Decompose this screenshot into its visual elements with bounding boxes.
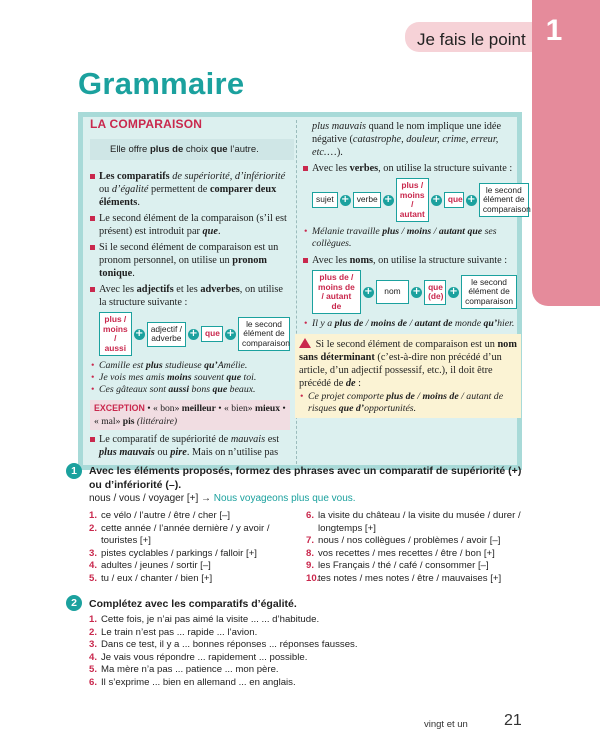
structure-cell: le second élément de comparaison (461, 275, 517, 310)
structure-cell: sujet (312, 192, 338, 208)
structure-adjectifs (99, 312, 290, 356)
item-number: 3. (89, 547, 98, 559)
example-sentence: • Mélanie travaille plus / moins / autant que ses collègues. (303, 226, 517, 250)
exercise-items-left (89, 510, 304, 586)
exercise-item (89, 510, 304, 523)
item-number: 10. (306, 572, 320, 584)
item-number: 6. (89, 676, 98, 688)
item-number: 4. (89, 651, 98, 663)
exercise-number-badge: 1 (66, 463, 82, 479)
structure-cell: plus de / moins de / autant de (312, 270, 361, 314)
plus-icon: + (432, 194, 441, 205)
structure-cell: adjectif / adverbe (147, 322, 186, 347)
item-number: 1. (89, 510, 98, 521)
rule-mauvais-continued: plus mauvais quand le nom implique une idée négative (catastrophe, douleur, crime, erreur, etc.…). (312, 121, 502, 158)
rule-verbes: Avec les verbes, on utilise la structure suivante : (303, 162, 517, 175)
exercise-item (306, 560, 531, 573)
example-sentence: • Ce projet comporte plus de / moins de / autant de risques que d’opportunités. (299, 391, 517, 415)
exercise-item (89, 627, 529, 640)
warning-note: Si le second élément de comparaison est un nom sans déterminant (c’est-à-dire non précédé d’un article, d’un adjectif possessif, etc.), il doit être précédé de de : • Ce projet comporte plus de / moins de / autant de risques que d’opportunités. (295, 334, 521, 418)
item-text: Il s’exprime ... bien en allemand ... en anglais. (101, 676, 296, 688)
example-banner: Elle offre plus de choix que l’autre. (90, 139, 294, 160)
item-text: nous / nos collègues / problèmes / avoir [–] (318, 535, 501, 547)
exercise-item (89, 677, 529, 690)
item-text: Le train n’est pas ... rapide ... l’avion. (101, 626, 258, 638)
item-text: Ma mère n’a pas ... patience ... mon père. (101, 664, 279, 676)
plus-icon: + (341, 194, 350, 205)
structure-cell: que (de) (424, 280, 446, 305)
page-number: 21 (504, 712, 522, 729)
plus-icon: + (412, 286, 421, 297)
exercise-model: nous / vous / voyager [+] → Nous voyageons plus que vous. (89, 493, 356, 504)
example-sentence: • Je vois mes amis moins souvent que toi. (90, 372, 290, 384)
item-text: Je vais vous répondre ... rapidement ... possible. (101, 651, 308, 663)
exception-box: EXCEPTION • « bon» meilleur • « bien» mieux • « mal» pis (littéraire) (90, 400, 290, 430)
structure-cell: nom (376, 280, 409, 304)
item-text: tu / eux / chanter / bien [+] (101, 572, 213, 584)
item-number: 1. (89, 614, 98, 625)
plus-icon: + (467, 194, 476, 205)
page-number-words: vingt et un (424, 719, 468, 730)
chapter-tab-label: Je fais le point (417, 30, 526, 49)
plus-icon: + (364, 286, 373, 297)
exercise-item (89, 664, 529, 677)
example-sentence: • Il y a plus de / moins de / autant de monde qu’hier. (303, 318, 517, 330)
structure-cell: que (201, 326, 223, 342)
item-text: pistes cyclables / parkings / falloir [+] (101, 547, 257, 559)
section-title: LA COMPARAISON (90, 117, 203, 131)
item-text: les Français / thé / café / consommer [–] (318, 560, 489, 572)
exercise-items-right (306, 510, 531, 586)
structure-cell: plus / moins / aussi (99, 312, 132, 356)
item-text: la visite du château / la visite du musée / durer / longtemps [+] (318, 510, 521, 534)
item-number: 5. (89, 572, 98, 584)
exercise-item (306, 510, 531, 535)
structure-cell: plus / moins / autant (396, 178, 429, 222)
item-number: 4. (89, 560, 98, 572)
item-number: 5. (89, 664, 98, 676)
rule-comparatifs: Les comparatifs de supériorité, d’infériorité ou d’égalité permettent de comparer deux éléments. (90, 170, 290, 209)
item-number: 8. (306, 547, 315, 559)
examples-adjectifs (90, 360, 290, 396)
exercise-number-badge: 2 (66, 595, 82, 611)
warning-icon (299, 338, 311, 348)
item-text: Dans ce test, il y a ... bonnes réponses ... réponses fausses. (101, 639, 358, 651)
exercise-items (89, 614, 529, 690)
structure-noms (312, 270, 517, 314)
plus-icon: + (189, 328, 198, 339)
item-text: adultes / jeunes / sortir [–] (101, 560, 211, 572)
exercise-instruction: Complétez avec les comparatifs d’égalité. (89, 598, 297, 610)
rule-pronom-tonique: Si le second élément de comparaison est un pronom personnel, on utilise un pronom tonique. (90, 241, 290, 280)
rule-mauvais: Le comparatif de supériorité de mauvais est plus mauvais ou pire. Mais on n’utilise pas (90, 433, 290, 459)
item-number: 6. (306, 510, 315, 521)
rule-second-element: Le second élément de la comparaison (s’il est présent) est introduit par que. (90, 212, 290, 238)
plus-icon: + (226, 328, 235, 339)
grammar-left-column (90, 117, 290, 462)
plus-icon: + (384, 194, 393, 205)
item-text: cette année / l’année dernière / y avoir / touristes [+] (101, 522, 270, 547)
structure-cell: verbe (353, 192, 381, 208)
exercise-item (89, 652, 529, 665)
rule-noms: Avec les noms, on utilise la structure suivante : (303, 254, 517, 267)
exercise-item (89, 573, 304, 586)
item-text: vos recettes / mes recettes / être / bon [+] (318, 547, 495, 559)
exercise-item (89, 560, 304, 573)
item-text: ce vélo / l’autre / être / cher [–] (101, 510, 231, 521)
example-sentence: • Camille est plus studieuse qu’Amélie. (90, 360, 290, 372)
item-number: 9. (306, 560, 315, 572)
exercise-item (89, 614, 529, 627)
item-number: 2. (89, 522, 98, 534)
item-number: 7. (306, 535, 315, 547)
item-text: Cette fois, je n’ai pas aimé la visite ... ... d’habitude. (101, 614, 320, 625)
page-title: Grammaire (78, 66, 245, 101)
item-number: 2. (89, 626, 98, 638)
structure-cell: le second élément de comparaison (479, 183, 529, 218)
item-text: tes notes / mes notes / être / mauvaises [+] (318, 572, 502, 584)
exercise-item (306, 535, 531, 548)
exercise-item (306, 548, 531, 561)
structure-cell: le second élément de comparaison (238, 317, 290, 352)
example-sentence: • Ces gâteaux sont aussi bons que beaux. (90, 384, 290, 396)
plus-icon: + (134, 328, 144, 339)
exercise-item (306, 573, 531, 586)
plus-icon: + (449, 286, 458, 297)
exercise-item (89, 523, 304, 548)
grammar-right-column (299, 120, 531, 418)
structure-verbes (312, 178, 531, 222)
structure-cell: que (444, 192, 464, 208)
item-number: 3. (89, 639, 98, 651)
chapter-number: 1 (545, 14, 563, 47)
exercise-item (89, 639, 529, 652)
exercise-item (89, 548, 304, 561)
exercise-instruction: Avec les éléments proposés, formez des phrases avec un comparatif de supériorité (+) ou d’infériorité (–). (89, 465, 522, 491)
arrow-icon: → (201, 493, 212, 504)
rule-adjectifs-adverbes: Avec les adjectifs et les adverbes, on utilise la structure suivante : (90, 283, 290, 309)
